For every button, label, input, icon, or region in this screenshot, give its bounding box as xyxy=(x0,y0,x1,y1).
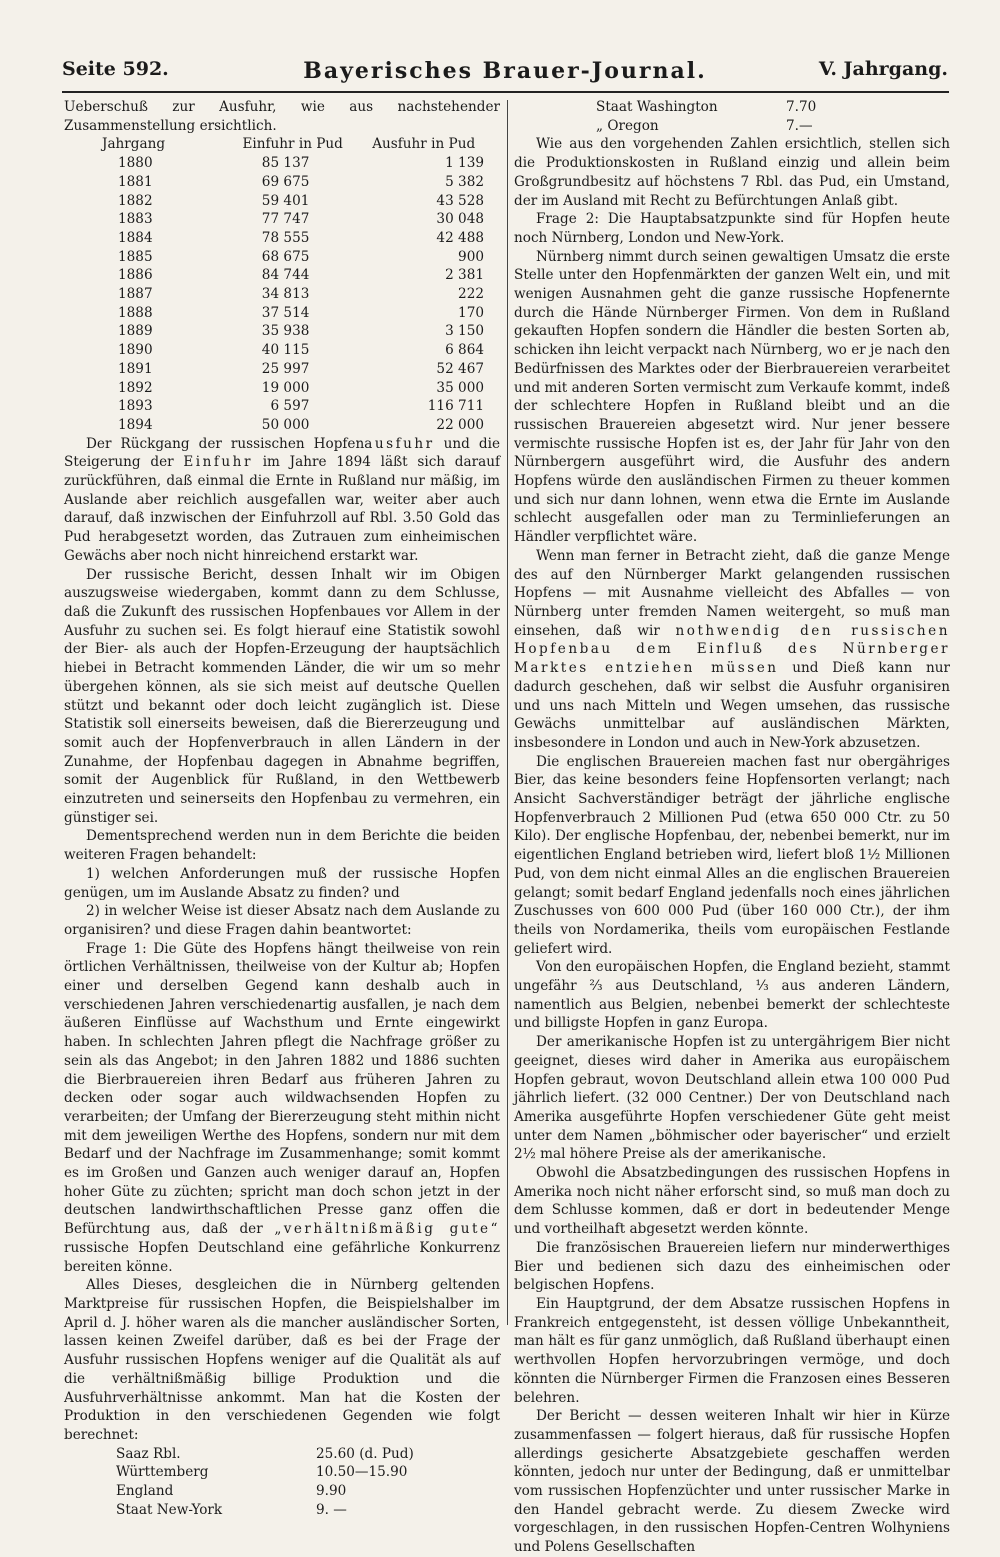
paragraph-england: Die englischen Brauereien machen fast nur obergähriges Bier, das keine besonders feine Hopfensorten verlangt; nach Ansicht Sachverständiger beträgt der jährliche englische Hopfenverbrauch 2 Millionen Pud (etwa 650 000 Ctr. zu 50 Kilo). Der englische Hopfenbau, der, nebenbei bemerkt, nur im eigentlichen England betrieben wird, liefert bloß 1½ Millionen Pud, von dem nicht einmal Alles an die englischen Brauereien gelangt; somit bedarf England jedenfalls noch eines jährlichen Zuschusses von 600 000 Pud (über 160 000 Ctr.), der ihm theils von Nordamerika, theils vom europäischen Festlande geliefert wird. xyxy=(514,753,950,957)
export-cell: 170 xyxy=(458,304,484,321)
year-cell: 1887 xyxy=(118,286,153,303)
import-cell: 78 555 xyxy=(261,229,310,246)
region-cell: Staat Washington xyxy=(596,99,718,115)
import-cell: 85 137 xyxy=(261,155,310,172)
year-cell: 1886 xyxy=(118,267,153,284)
import-cell: 25 997 xyxy=(261,360,310,377)
table-row xyxy=(102,285,490,304)
table-row xyxy=(102,210,490,229)
region-cell: Württemberg xyxy=(116,1464,209,1481)
right-column xyxy=(514,98,950,1557)
paragraph-nuremberg: Nürnberg nimmt durch seinen gewaltigen Umsatz die erste Stelle unter den Hopfenmärkten der ganzen Welt ein, und mit wenigen Ausnahmen geht die ganze russische Hopfenernte durch die Hände Nürnberger Firmen. Von dem in Rußland gekauften Hopfen sondern die Händler die besten Sorten ab, schicken ihn leicht verpackt nach Nürnberg, wo er je nach den Bedürfnissen des Marktes oder der Bierbrauereien verarbeitet und mit anderen Sorten vermischt zum Verkaufe kommt, indeß der schlechtere Hopfen in Rußland bleibt und an die russischen Brauereien abgesetzt wird. Nur jener bessere vermischte russische Hopfen ist es, der Jahr für Jahr von den Nürnbergern ausgeführt wird, die Ausfuhr des andern Hopfens würde den ausländischen Firmen zu theuer kommen und sich nur dann lohnen, wenn etwa die Ernte im Auslande schlecht ausgefallen oder man zu Terminlieferungen an Händler verpflichtet wäre. xyxy=(514,248,950,546)
export-cell: 116 711 xyxy=(427,398,484,415)
column-divider xyxy=(507,100,508,1325)
text-run-spaced: „verhältnißmäßig gute“ xyxy=(274,1221,500,1238)
table-row xyxy=(102,360,490,379)
col-header-import: Einfuhr in Pud xyxy=(242,136,343,153)
text-run: und Dieß kann nur dadurch geschehen, daß wir selbst die Ausfuhr organisiren und uns nach Mitteln und Wegen umsehen, das russische Gewächs unmittelbar auf ausländischen Märkten, insbesondere in London und auch in New-York abzusetzen. xyxy=(514,660,950,751)
table-row xyxy=(102,416,490,435)
col-header-year: Jahrgang xyxy=(102,136,166,153)
export-cell: 43 528 xyxy=(436,192,484,209)
table-row xyxy=(102,154,490,173)
paragraph-costs-conclusion: Wie aus den vorgehenden Zahlen ersichtlich, stellen sich die Produktionskosten in Rußland einzig und allein beim Großgrundbesitz auf höchstens 7 Rbl. das Pud, ein Umstand, der im Ausland mit Recht zu Befürchtungen Anlaß gibt. xyxy=(514,136,950,209)
header-rule xyxy=(62,91,949,93)
export-cell: 2 381 xyxy=(445,267,484,284)
table-row xyxy=(102,248,490,267)
text-run-spaced: nothwendig den russischen Hopfenbau dem Einfluß des Nürnberger Marktes entziehen müssen xyxy=(514,622,950,677)
cost-row xyxy=(596,117,816,136)
export-cell: 42 488 xyxy=(436,229,484,246)
page-header xyxy=(62,58,948,88)
paragraph-answer-1 xyxy=(64,940,500,1277)
text-run: Frage 1: Die Güte des Hopfens hängt theilweise von rein örtlichen Verhältnissen, theilweise von der Kultur ab; Hopfen einer und derselben Gegend kann deshalb auch in verschiedenen Jahren verschiedenartig ausfallen, je nach dem äußeren Einflüsse auf Wachsthum und Ernte eingewirkt haben. In schlechten Jahren pflegt die Nachfrage größer zu sein als das Angebot; in den Jahren 1882 und 1886 suchten die Bierbrauereien ihren Bedarf aus früheren Jahren zu decken oder sogar auch wildwachsenden Hopfen zu verarbeiten; der Umfang der Biererzeugung steht mithin nicht mit dem jeweiligen Werthe des Hopfens, sondern nur mit dem Bedarf und der Nachfrage im Zusammenhange; somit kommt es im Großen und Ganzen auch weniger darauf an, Hopfen hoher Güte zu züchten; spricht man doch schon jetzt in der deutschen landwirthschaftlichen Presse ganz offen die Befürchtung aus, daß der xyxy=(64,940,500,1238)
year-cell: 1891 xyxy=(118,360,153,377)
hops-trade-table xyxy=(102,135,490,434)
year-cell: 1892 xyxy=(118,379,153,396)
cost-cell: 10.50—15.90 xyxy=(316,1464,408,1481)
import-cell: 34 813 xyxy=(261,286,310,303)
cost-row xyxy=(116,1501,414,1520)
year-cell: 1884 xyxy=(118,229,153,246)
import-cell: 50 000 xyxy=(261,416,310,433)
table-row xyxy=(102,379,490,398)
export-cell: 3 150 xyxy=(445,323,484,340)
paragraph-question-1: 1) welchen Anforderungen muß der russische Hopfen genügen, um im Auslande Absatz zu finden? und xyxy=(64,865,500,901)
table-row xyxy=(102,173,490,192)
year-cell: 1893 xyxy=(118,398,153,415)
table-header-row xyxy=(102,135,490,154)
year-cell: 1883 xyxy=(118,211,153,228)
export-cell: 6 864 xyxy=(445,342,484,359)
import-cell: 6 597 xyxy=(270,398,310,415)
cost-cell: 9. — xyxy=(316,1501,347,1518)
text-run: Der Rückgang der russischen Hopfen xyxy=(86,435,365,452)
year-cell: 1882 xyxy=(118,192,153,209)
export-cell: 5 382 xyxy=(445,173,484,190)
export-cell: 1 139 xyxy=(445,155,484,172)
table-row xyxy=(102,266,490,285)
paragraph-decline xyxy=(64,435,500,566)
cost-row xyxy=(116,1482,414,1501)
import-cell: 40 115 xyxy=(261,342,310,359)
table-body xyxy=(102,154,490,435)
table-row xyxy=(102,397,490,416)
cost-cell: 25.60 (d. Pud) xyxy=(316,1445,414,1462)
text-run: Wenn man ferner in Betracht zieht, daß die ganze Menge des auf den Nürnberger Markt gelangenden russischen Hopfens — mit Ausnahme vielleicht des Abfalles — von Nürnberg unter fremden Namen weitergeht, so muß man einsehen, daß wir xyxy=(514,547,950,639)
paragraph-france-reason: Ein Hauptgrund, der dem Absatze russischen Hopfens in Frankreich entgegensteht, ist dessen völlige Unbekanntheit, man hält es für ganz unmöglich, daß Rußland überhaupt einen werthvollen Hopfen hervorzubringen vermöge, und doch könnten die Nürnberger Firmen die Franzosen eines Besseren belehren. xyxy=(514,1296,950,1406)
page-number: Seite 592. xyxy=(62,58,169,80)
table-row xyxy=(102,304,490,323)
cost-row xyxy=(596,98,816,117)
year-cell: 1894 xyxy=(118,416,153,433)
export-cell: 900 xyxy=(458,248,484,265)
region-cell: Saaz Rbl. xyxy=(116,1445,181,1462)
export-cell: 22 000 xyxy=(436,416,484,433)
region-cell: England xyxy=(116,1483,174,1500)
paragraph-questions: Dementsprechend werden nun in dem Berichte die beiden weiteren Fragen behandelt: xyxy=(64,828,500,864)
cost-cell: 7.70 xyxy=(786,99,817,115)
paragraph-market xyxy=(514,547,950,753)
volume-label: V. Jahrgang. xyxy=(818,58,948,80)
paragraph-european-hops: Von den europäischen Hopfen, die England bezieht, stammt ungefähr ⅔ aus Deutschland, ⅓ aus anderen Ländern, namentlich aus Belgien, nebenbei bemerkt der schlechteste und billigste Hopfen in ganz Europa. xyxy=(514,959,950,1032)
import-cell: 84 744 xyxy=(261,267,310,284)
text-run-spaced: ausfuhr xyxy=(364,435,435,452)
paragraph-prices: Alles Dieses, desgleichen die in Nürnberg geltenden Marktpreise für russischen Hopfen, die Beispielshalber im April d. J. höher waren als die mancher ausländischer Sorten, lassen keinen Zweifel darüber, daß es bei der Frage der Ausfuhr russischen Hopfens weniger auf die Qualität als auf die verhältnißmäßig billige Produktion und die Ausfuhrverhältnisse ankommt. Man hat die Kosten der Produktion in den verschiedenen Gegenden wie folgt berechnet: xyxy=(64,1277,500,1443)
year-cell: 1880 xyxy=(118,155,153,172)
text-run: und die Steigerung der xyxy=(64,435,501,471)
text-run: russische Hopfen Deutschland eine gefährliche Konkurrenz bereiten könne. xyxy=(64,1239,500,1275)
cost-cell: 9.90 xyxy=(316,1483,347,1500)
production-cost-table xyxy=(116,1445,414,1520)
left-column xyxy=(64,98,500,1519)
text-run-spaced: Einfuhr xyxy=(183,454,253,471)
export-cell: 30 048 xyxy=(436,211,484,228)
import-cell: 59 401 xyxy=(261,192,310,209)
region-cell: Staat New-York xyxy=(116,1501,223,1518)
import-cell: 69 675 xyxy=(261,173,310,190)
paragraph-question-2: 2) in welcher Weise ist dieser Absatz nach dem Auslande zu organisiren? und diese Fragen dahin beantwortet: xyxy=(64,903,500,938)
export-cell: 35 000 xyxy=(436,379,484,396)
intro-paragraph: Ueberschuß zur Ausfuhr, wie aus nachstehender Zusammenstellung ersichtlich. xyxy=(64,99,500,134)
export-cell: 222 xyxy=(458,286,484,303)
cost-table-body xyxy=(116,1445,414,1520)
table-row xyxy=(102,229,490,248)
paragraph-question-2-answer: Frage 2: Die Hauptabsatzpunkte sind für Hopfen heute noch Nürnberg, London und New-York. xyxy=(514,211,950,246)
paragraph-report: Der russische Bericht, dessen Inhalt wir im Obigen auszugsweise wiedergaben, kommt dann zu dem Schlusse, daß die Zukunft des russischen Hopfenbaues vor Allem in der Ausfuhr zu suchen sei. Es folgt hierauf eine Statistik sowohl der Bier- als auch der Hopfen-Erzeugung der hauptsächlich hiebei in Betracht kommenden Länder, die wir um so mehr übergehen können, als sie sich meist auf deutsche Quellen stützt und bekannt oder doch leicht zugänglich ist. Diese Statistik soll einerseits beweisen, daß die Biererzeugung und somit auch der Hopfenverbrauch in allen Ländern in der Zunahme, der Hopfenbau dagegen in Abnahme begriffen, somit der Augenblick für Rußland, in den Wettbewerb einzutreten und seinerseits den Hopfenbau zu vermehren, ein günstiger sei. xyxy=(64,566,500,826)
import-cell: 35 938 xyxy=(261,323,310,340)
cost-row xyxy=(116,1463,414,1482)
journal-title: Bayerisches Brauer-Journal. xyxy=(303,58,707,84)
paragraph-france: Die französischen Brauereien liefern nur minderwerthiges Bier und bedienen sich dazu des einheimischen oder belgischen Hopfens. xyxy=(514,1239,950,1294)
table-row xyxy=(102,341,490,360)
paragraph-american-hops: Der amerikanische Hopfen ist zu untergährigem Bier nicht geeignet, dieses wird daher in Amerika aus europäischem Hopfen gebraut, wovon Deutschland allein etwa 100 000 Pud jährlich liefert. (32 000 Centner.) Der von Deutschland nach Amerika ausgeführte Hopfen verschiedener Güte geht meist unter dem Namen „böhmischer oder bayerischer“ und erzielt 2½ mal höhere Preise als der amerikanische. xyxy=(514,1034,950,1163)
cost-cell: 7.— xyxy=(786,117,813,134)
export-cell: 52 467 xyxy=(436,360,484,377)
production-cost-table-cont xyxy=(596,98,816,135)
paragraph-report-summary: Der Bericht — dessen weiteren Inhalt wir hier in Kürze zusammenfassen — folgert hieraus, daß für russische Hopfen allerdings gesicherte Absatzgebiete geschaffen werden könnten, jedoch nur unter der Bedingung, daß er unmittelbar vom russischen Hopfenzüchter und unter russischer Marke in den Handel gebracht werde. Zu diesem Zwecke wird vorgeschlagen, in den russischen Hopfen-Centren Wolhyniens und Polens Gesellschaften xyxy=(514,1408,950,1556)
table-row xyxy=(102,322,490,341)
cost-row xyxy=(116,1445,414,1464)
year-cell: 1888 xyxy=(118,304,153,321)
import-cell: 77 747 xyxy=(261,211,310,228)
col-header-export: Ausfuhr in Pud xyxy=(372,136,476,153)
year-cell: 1885 xyxy=(118,248,153,265)
table-row xyxy=(102,192,490,211)
year-cell: 1881 xyxy=(118,173,153,190)
import-cell: 68 675 xyxy=(261,248,310,265)
text-run: im Jahre 1894 läßt sich darauf zurückführen, daß einmal die Ernte in Rußland nur mäßig, im Auslande aber reichlich ausgefallen war, weiter aber auch darauf, daß inzwischen der Einfuhrzoll auf Rbl. 3.50 Gold das Pud herabgesetzt worden, das Zutrauen zum einheimischen Gewächs aber noch nicht hinreichend erstarkt war. xyxy=(64,454,501,564)
year-cell: 1889 xyxy=(118,323,153,340)
import-cell: 37 514 xyxy=(261,304,310,321)
year-cell: 1890 xyxy=(118,342,153,359)
cost-table-body xyxy=(596,98,816,135)
region-cell: „ Oregon xyxy=(596,117,659,134)
paragraph-america-sales: Obwohl die Absatzbedingungen des russischen Hopfens in Amerika noch nicht näher erforscht sind, so muß man doch zu dem Schlusse kommen, daß er dort in bedeutender Menge und vortheilhaft abgesetzt werden könnte. xyxy=(514,1165,950,1238)
import-cell: 19 000 xyxy=(261,379,310,396)
